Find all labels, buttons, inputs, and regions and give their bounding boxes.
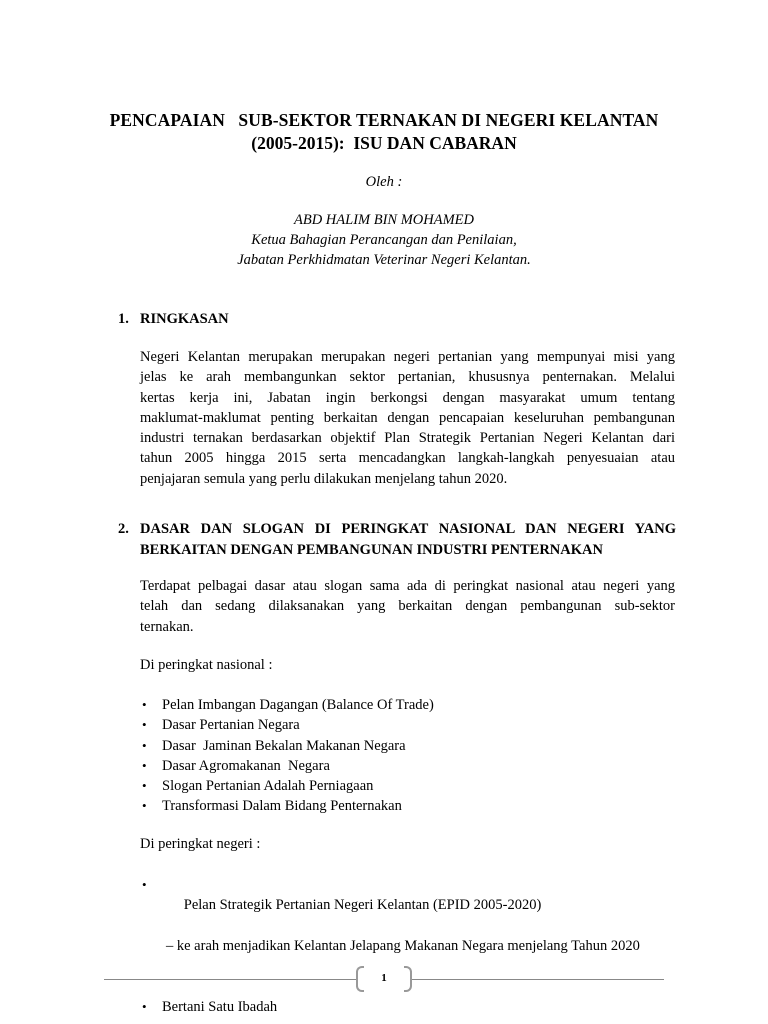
paragraph-line: telah dan sedang dilaksanakan yang berkaitan dengan pembangunan sub-sektor: [140, 598, 675, 615]
document-title-line1: PENCAPAIAN SUB-SEKTOR TERNAKAN DI NEGERI KELANTAN: [109, 110, 659, 130]
bullet-icon: •: [142, 998, 147, 1014]
bullet-icon: •: [142, 717, 147, 733]
author-name: ABD HALIM BIN MOHAMED: [293, 212, 474, 228]
list-item: [140, 756, 434, 776]
paragraph-line: tahun 2005 hingga 2015 serta mencadangkan langkah-langkah penyesuaian atau: [140, 450, 675, 467]
paragraph-line: industri ternakan berdasarkan objektif Plan Strategik Pertanian Negeri Kelantan dari: [140, 430, 675, 447]
author-position: Ketua Bahagian Perancangan dan Penilaian,: [251, 232, 517, 248]
bullet-icon: •: [142, 877, 147, 892]
author-department: Jabatan Perkhidmatan Veterinar Negeri Kelantan.: [237, 252, 531, 268]
paragraph-line: jelas ke arah membangunkan sektor pertanian, khususnya penternakan. Melalui: [140, 369, 675, 386]
list-item: [140, 736, 434, 756]
list-item-text: Slogan Pertanian Adalah Perniagaan: [162, 778, 374, 795]
list-item: [140, 997, 640, 1017]
byline-oleh: Oleh :: [365, 174, 403, 190]
document-title-line2: (2005-2015): ISU DAN CABARAN: [251, 133, 517, 153]
bullet-icon: •: [142, 697, 147, 712]
footer-rule-left: [104, 979, 356, 980]
list-item-subtext: – ke arah menjadikan Kelantan Jelapang Makanan Negara menjelang Tahun 2020: [166, 937, 640, 954]
state-policy-list: [140, 875, 640, 1017]
national-level-label: Di peringkat nasional :: [140, 657, 273, 673]
bullet-icon: •: [142, 737, 147, 753]
list-item-text: Dasar Jaminan Bekalan Makanan Negara: [162, 737, 406, 754]
paragraph-line: ternakan.: [140, 618, 194, 635]
footer-bracket-right: [404, 966, 412, 992]
paragraph-line: Terdapat pelbagai dasar atau slogan sama ada di peringkat nasional atau negeri yang: [140, 578, 675, 594]
footer-rule-right: [412, 979, 664, 980]
list-item-text: Dasar Agromakanan Negara: [162, 757, 330, 774]
paragraph-line: Negeri Kelantan merupakan merupakan negeri pertanian yang mempunyai misi yang: [140, 349, 675, 365]
section-2-number: 2.: [118, 521, 129, 537]
list-item-text: Pelan Strategik Pertanian Negeri Kelantan (EPID 2005-2020): [183, 897, 542, 914]
national-policy-list: [140, 695, 434, 817]
section-2-title: [140, 519, 676, 561]
bullet-icon: •: [142, 757, 147, 773]
list-item: [140, 776, 434, 796]
section-1-paragraph: [140, 347, 675, 489]
list-item-text: Dasar Pertanian Negara: [162, 717, 300, 734]
list-item-text: Pelan Imbangan Dagangan (Balance Of Trade): [162, 697, 434, 713]
state-level-label: Di peringkat negeri :: [140, 836, 261, 852]
list-item-text: Transformasi Dalam Bidang Penternakan: [162, 798, 402, 815]
section-2-title-line1: DASAR DAN SLOGAN DI PERINGKAT NASIONAL DAN NEGERI YANG: [140, 521, 676, 537]
bullet-icon: •: [142, 798, 147, 814]
bullet-icon: •: [142, 778, 147, 794]
paragraph-line: penjajaran semula yang perlu dilakukan menjelang tahun 2020.: [140, 470, 508, 487]
section-2-paragraph: [140, 576, 675, 637]
section-2-title-line2: BERKAITAN DENGAN PEMBANGUNAN INDUSTRI PENTERNAKAN: [140, 542, 603, 558]
page-number: 1: [381, 972, 387, 984]
list-item: [140, 796, 434, 816]
section-1-title: RINGKASAN: [140, 311, 229, 327]
list-item: [140, 695, 434, 715]
footer-bracket-left: [356, 966, 364, 992]
paragraph-line: maklumat-maklumat penting berkaitan dengan pencapaian keseluruhan pembangunan: [140, 409, 675, 426]
section-1-number: 1.: [118, 311, 129, 327]
paragraph-line: kertas kerja ini, Jabatan ingin berkongsi dengan masyarakat umum tentang: [140, 389, 675, 406]
list-item-text: Bertani Satu Ibadah: [162, 998, 278, 1015]
list-item: [140, 715, 434, 735]
